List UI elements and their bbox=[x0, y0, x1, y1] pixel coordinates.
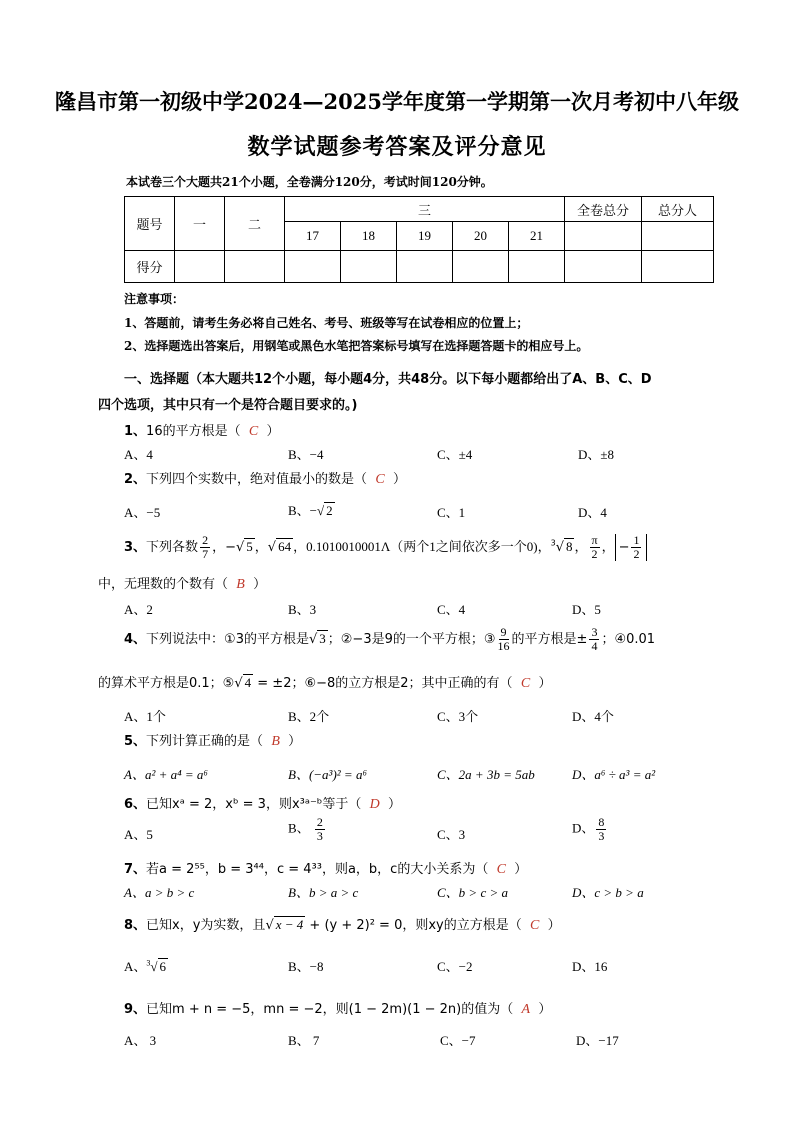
question-3-line2: 中，无理数的个数有（ B ） bbox=[98, 577, 267, 592]
q9-option-d: D、−17 bbox=[576, 1033, 619, 1048]
score-table-section-2: 二 bbox=[225, 197, 285, 251]
q1-option-d: D、±8 bbox=[578, 447, 615, 462]
question-7: 7、若a = 2⁵⁵，b = 3⁴⁴，c = 4³³，则a，b，c的大小关系为（ C ） bbox=[124, 862, 528, 877]
q1-option-b: B、−4 bbox=[288, 447, 324, 462]
instructions-heading: 注意事项： bbox=[124, 292, 185, 306]
answer-9: A bbox=[521, 1002, 531, 1017]
score-table-label-score: 得分 bbox=[125, 251, 175, 283]
score-table-section-1: 一 bbox=[175, 197, 225, 251]
question-1: 1、16的平方根是（ C ） bbox=[124, 424, 280, 439]
q8-option-a: A、$^3$√ 6 bbox=[124, 958, 167, 974]
score-table bbox=[124, 196, 714, 283]
q7-option-b: B、b > a > c bbox=[288, 885, 359, 900]
question-4-line2: 的算术平方根是0.1；⑤√ 4 = ±2；⑥−8的立方根是2；其中正确的有（ C ） bbox=[98, 675, 552, 691]
score-table-label-question: 题号 bbox=[125, 197, 175, 251]
q3-option-a: A、2 bbox=[124, 602, 153, 617]
document-title: 隆昌市第一初级中学2024—2025学年度第一学期第一次月考初中八年级 bbox=[55, 89, 739, 114]
q8-option-b: B、−8 bbox=[288, 959, 324, 974]
score-table-total: 全卷总分 bbox=[565, 197, 642, 222]
q8-option-c: C、−2 bbox=[437, 959, 473, 974]
question-3: 3、下列各数 $\frac{2}{7}$ ，−√ 5 ，√ 64 ，0.1010010001Λ（两个1之间依次多一个0)，$^3$√ 8 ， $\frac{\pi}{2}$ ， − $\frac{1}{2}$ bbox=[124, 534, 647, 561]
q1-option-c: C、±4 bbox=[437, 447, 473, 462]
score-table-q19: 19 bbox=[397, 222, 453, 251]
q7-option-c: C、b > c > a bbox=[437, 885, 508, 900]
document-subtitle: 数学试题参考答案及评分意见 bbox=[247, 134, 547, 160]
q1-option-a: A、4 bbox=[124, 447, 153, 462]
q9-option-c: C、−7 bbox=[440, 1033, 476, 1048]
question-6: 6、已知xᵃ = 2，xᵇ = 3，则x³ᵃ⁻ᵇ等于（ D ） bbox=[124, 797, 402, 812]
q7-option-a: A、a > b > c bbox=[124, 885, 195, 900]
score-table-q21: 21 bbox=[509, 222, 565, 251]
q8-option-d: D、16 bbox=[572, 959, 608, 974]
score-table-scorer: 总分人 bbox=[642, 197, 714, 222]
q6-option-a: A、5 bbox=[124, 827, 153, 842]
score-table-section-3: 三 bbox=[285, 197, 565, 222]
answer-2: C bbox=[375, 472, 385, 487]
score-table-q18: 18 bbox=[341, 222, 397, 251]
q4-option-d: D、4个 bbox=[572, 709, 614, 724]
q6-option-b: B、 $\frac{2}{3}$ bbox=[288, 815, 323, 843]
score-table-q17: 17 bbox=[285, 222, 341, 251]
q7-option-d: D、c > b > a bbox=[572, 885, 644, 900]
answer-4: C bbox=[520, 676, 531, 691]
q5-option-d: D、a⁶ ÷ a³ = a² bbox=[572, 767, 656, 782]
q2-option-b: B、−√ 2 bbox=[288, 503, 333, 518]
q2-option-a: A、−5 bbox=[124, 505, 161, 520]
exam-note: 本试卷三个大题共21个小题，全卷满分120分，考试时间120分钟。 bbox=[126, 175, 493, 189]
question-4: 4、下列说法中：①3的平方根是√ 3 ；②−3是9的一个平方根；③ $\frac{9}{16}$ 的平方根是± $\frac{3}{4}$ ；④0.01 bbox=[124, 625, 656, 653]
q4-option-a: A、1个 bbox=[124, 709, 166, 724]
q3-option-c: C、4 bbox=[437, 602, 466, 617]
answer-6: D bbox=[369, 797, 380, 812]
q3-option-d: D、5 bbox=[572, 602, 601, 617]
q5-option-b: B、(−a³)² = a⁶ bbox=[288, 767, 367, 782]
q5-option-a: A、a² + a⁴ = a⁶ bbox=[124, 767, 208, 782]
instruction-item-1: 1、答题前，请考生务必将自己姓名、考号、班级等写在试卷相应的位置上； bbox=[124, 316, 529, 330]
answer-8: C bbox=[530, 918, 540, 933]
answer-3: B bbox=[236, 577, 245, 592]
q9-option-a: A、 3 bbox=[124, 1033, 157, 1048]
q3-option-b: B、3 bbox=[288, 602, 317, 617]
answer-1: C bbox=[248, 424, 259, 439]
score-table-q20: 20 bbox=[453, 222, 509, 251]
question-8: 8、已知x，y为实数，且√ x − 4 + (y + 2)² = 0，则xy的立方根是（ C ） bbox=[124, 917, 561, 933]
q4-option-c: C、3个 bbox=[437, 709, 479, 724]
question-2: 2、下列四个实数中，绝对值最小的数是（ C ） bbox=[124, 472, 406, 487]
q2-option-c: C、1 bbox=[437, 505, 466, 520]
answer-7: C bbox=[496, 862, 506, 877]
q9-option-b: B、 7 bbox=[288, 1033, 320, 1048]
q4-option-b: B、2个 bbox=[288, 709, 330, 724]
answer-5: B bbox=[271, 734, 280, 749]
instruction-item-2: 2、选择题选出答案后，用钢笔或黑色水笔把答案标号填写在选择题答题卡的相应号上。 bbox=[124, 339, 589, 353]
question-9: 9、已知m + n = −5，mn = −2，则(1 − 2m)(1 − 2n)的值为（ A ） bbox=[124, 1002, 552, 1017]
q2-option-d: D、4 bbox=[578, 505, 607, 520]
q5-option-c: C、2a + 3b = 5ab bbox=[437, 767, 535, 782]
q6-option-c: C、3 bbox=[437, 827, 466, 842]
section-1-heading-line2: 四个选项，其中只有一个是符合题目要求的。) bbox=[98, 398, 358, 413]
section-1-heading: 一、选择题（本大题共12个小题，每小题4分，共48分。以下每小题都给出了A、B、C、D bbox=[124, 372, 652, 387]
q6-option-d: D、 $\frac{8}{3}$ bbox=[572, 815, 605, 843]
question-5: 5、下列计算正确的是（ B ） bbox=[124, 734, 302, 749]
